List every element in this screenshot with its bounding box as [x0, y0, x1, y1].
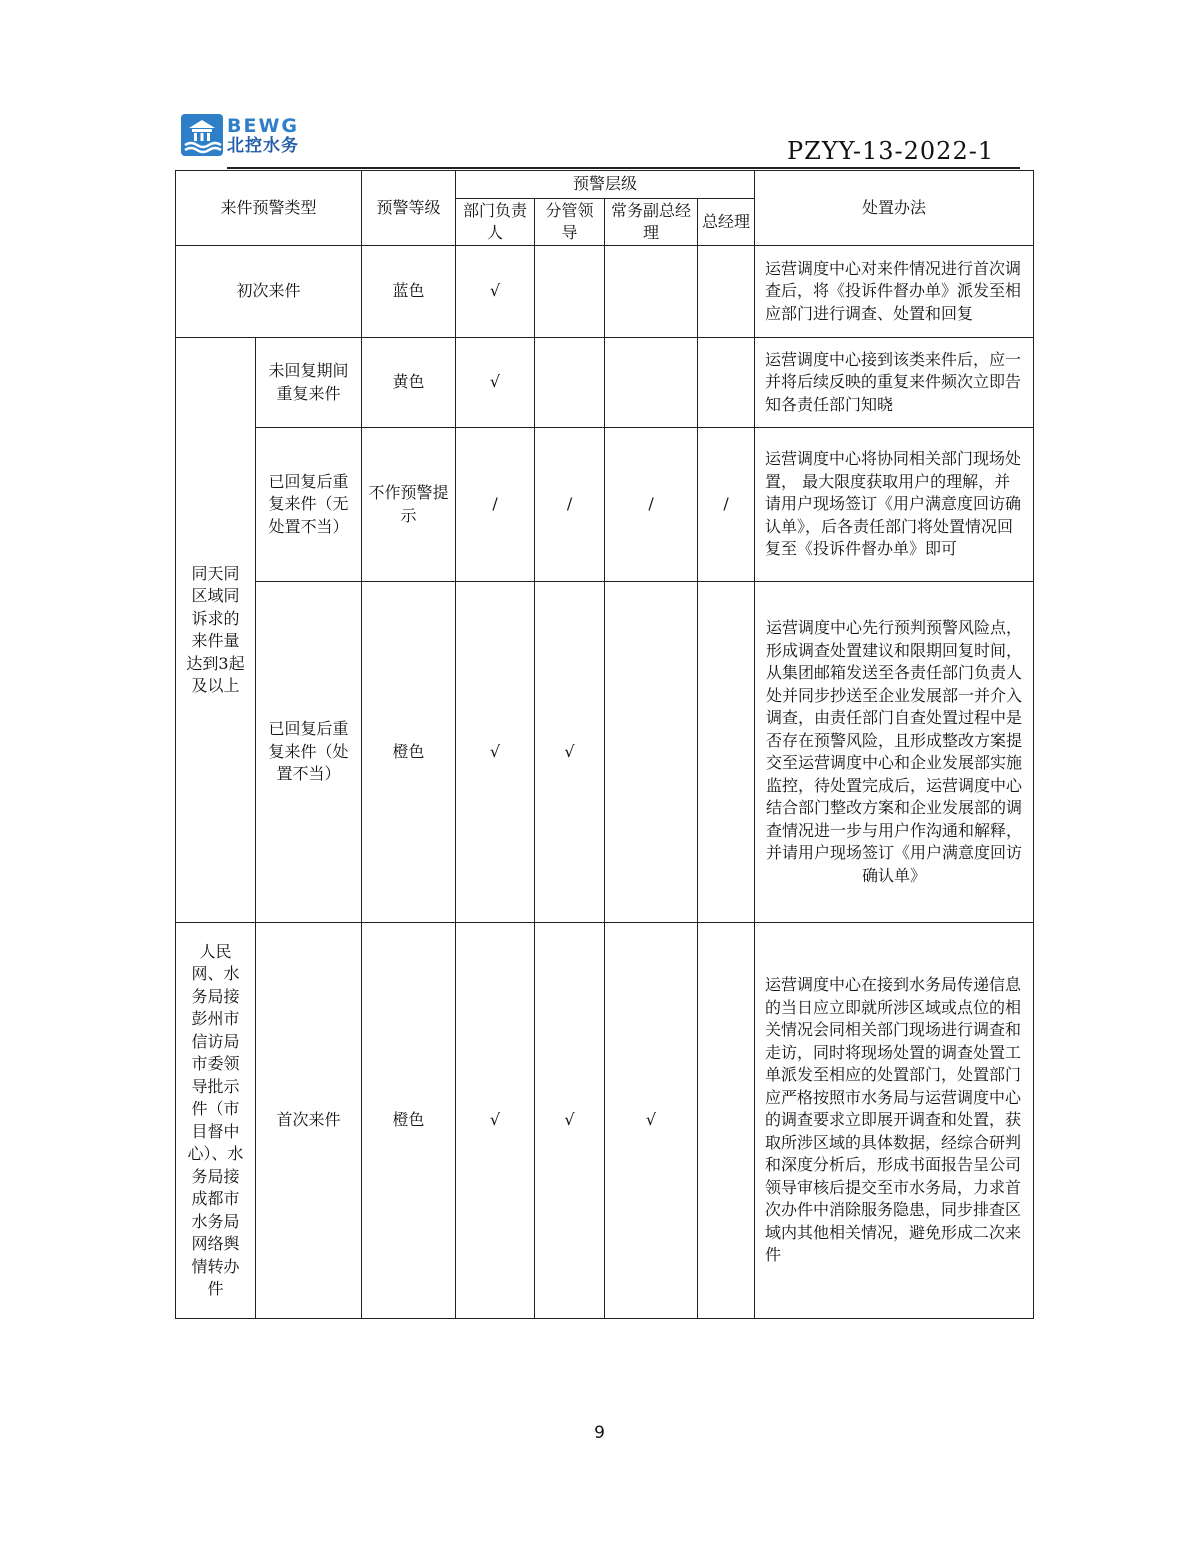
- table-row: [176, 246, 1034, 338]
- row-gm: [698, 246, 755, 338]
- row-exec-deputy: √: [605, 923, 698, 1319]
- header-exec-deputy: 常务副总经理: [605, 199, 698, 246]
- row-group: 同天同区域同诉求的来件量达到3起及以上: [176, 338, 256, 923]
- row-level: 黄色: [362, 338, 456, 428]
- company-logo: [181, 114, 321, 158]
- row-gm: /: [698, 428, 755, 582]
- row-level: 橙色: [362, 582, 456, 923]
- header-supervisor: 分管领导: [535, 199, 605, 246]
- table-row: [176, 923, 1034, 1319]
- row-dept-head: √: [456, 338, 535, 428]
- header-level: 预警等级: [362, 171, 456, 246]
- header-gm: 总经理: [698, 199, 755, 246]
- row-supervisor: √: [535, 582, 605, 923]
- row-level: 不作预警提示: [362, 428, 456, 582]
- row-exec-deputy: [605, 246, 698, 338]
- row-dept-head: √: [456, 582, 535, 923]
- header-dept-head: 部门负责人: [456, 199, 535, 246]
- row-gm: [698, 338, 755, 428]
- warning-level-table: [175, 170, 1034, 1319]
- header-hierarchy: 预警层级: [456, 171, 755, 199]
- header-row-1: [176, 171, 1034, 199]
- row-group: 人民网、水务局接彭州市信访局市委领导批示件（市目督中心）、水务局接成都市水务局网络舆情转办件: [176, 923, 256, 1319]
- row-subtype: 未回复期间重复来件: [256, 338, 362, 428]
- row-supervisor: [535, 246, 605, 338]
- row-dept-head: √: [456, 923, 535, 1319]
- document-number: PZYY-13-2022-1: [787, 137, 995, 165]
- row-supervisor: /: [535, 428, 605, 582]
- row-exec-deputy: [605, 338, 698, 428]
- row-type: 初次来件: [176, 246, 362, 338]
- logo-text-en: BEWG: [227, 115, 300, 137]
- row-method: 运营调度中心对来件情况进行首次调查后，将《投诉件督办单》派发至相应部门进行调查、处置和回复: [755, 246, 1034, 338]
- row-method: 运营调度中心接到该类来件后，应一并将后续反映的重复来件频次立即告知各责任部门知晓: [755, 338, 1034, 428]
- row-supervisor: [535, 338, 605, 428]
- row-exec-deputy: [605, 582, 698, 923]
- header-rule: [227, 167, 1020, 169]
- row-supervisor: √: [535, 923, 605, 1319]
- row-gm: [698, 923, 755, 1319]
- row-level: 橙色: [362, 923, 456, 1319]
- row-level: 蓝色: [362, 246, 456, 338]
- row-subtype: 已回复后重复来件（处置不当）: [256, 582, 362, 923]
- row-exec-deputy: /: [605, 428, 698, 582]
- row-subtype: 已回复后重复来件（无处置不当）: [256, 428, 362, 582]
- row-gm: [698, 582, 755, 923]
- temple-wave-logo-icon: [181, 114, 223, 156]
- row-subtype: 首次来件: [256, 923, 362, 1319]
- table-row: [176, 338, 1034, 428]
- row-dept-head: √: [456, 246, 535, 338]
- table-row: [176, 582, 1034, 923]
- row-method: 运营调度中心在接到水务局传递信息的当日应立即就所涉区域或点位的相关情况会同相关部门现场进行调查和走访，同时将现场处置的调查处置工单派发至相应的处置部门，处置部门应严格按照市水务局与运营调度中心的调查要求立即展开调查和处置，获取所涉区域的具体数据，经综合研判和深度分析后，形成书面报告呈公司领导审核后提交至市水务局，力求首次办件中消除服务隐患，同步排查区域内其他相关情况，避免形成二次来件: [755, 923, 1034, 1319]
- logo-text-cn: 北控水务: [227, 136, 299, 156]
- row-dept-head: /: [456, 428, 535, 582]
- page-number: 9: [594, 1423, 605, 1443]
- row-method: 运营调度中心先行预判预警风险点，形成调查处置建议和限期回复时间，从集团邮箱发送至各责任部门负责人处并同步抄送至企业发展部一并介入调查，由责任部门自查处置过程中是否存在预警风险，且形成整改方案提交至运营调度中心和企业发展部实施监控，待处置完成后，运营调度中心结合部门整改方案和企业发展部的调查情况进一步与用户作沟通和解释，并请用户现场签订《用户满意度回访确认单》: [755, 582, 1034, 923]
- row-method: 运营调度中心将协同相关部门现场处置， 最大限度获取用户的理解，并请用户现场签订《用户满意度回访确认单》，后各责任部门将处置情况回复至《投诉件督办单》即可: [755, 428, 1034, 582]
- header-method: 处置办法: [755, 171, 1034, 246]
- header-type: 来件预警类型: [176, 171, 362, 246]
- table-row: [176, 428, 1034, 582]
